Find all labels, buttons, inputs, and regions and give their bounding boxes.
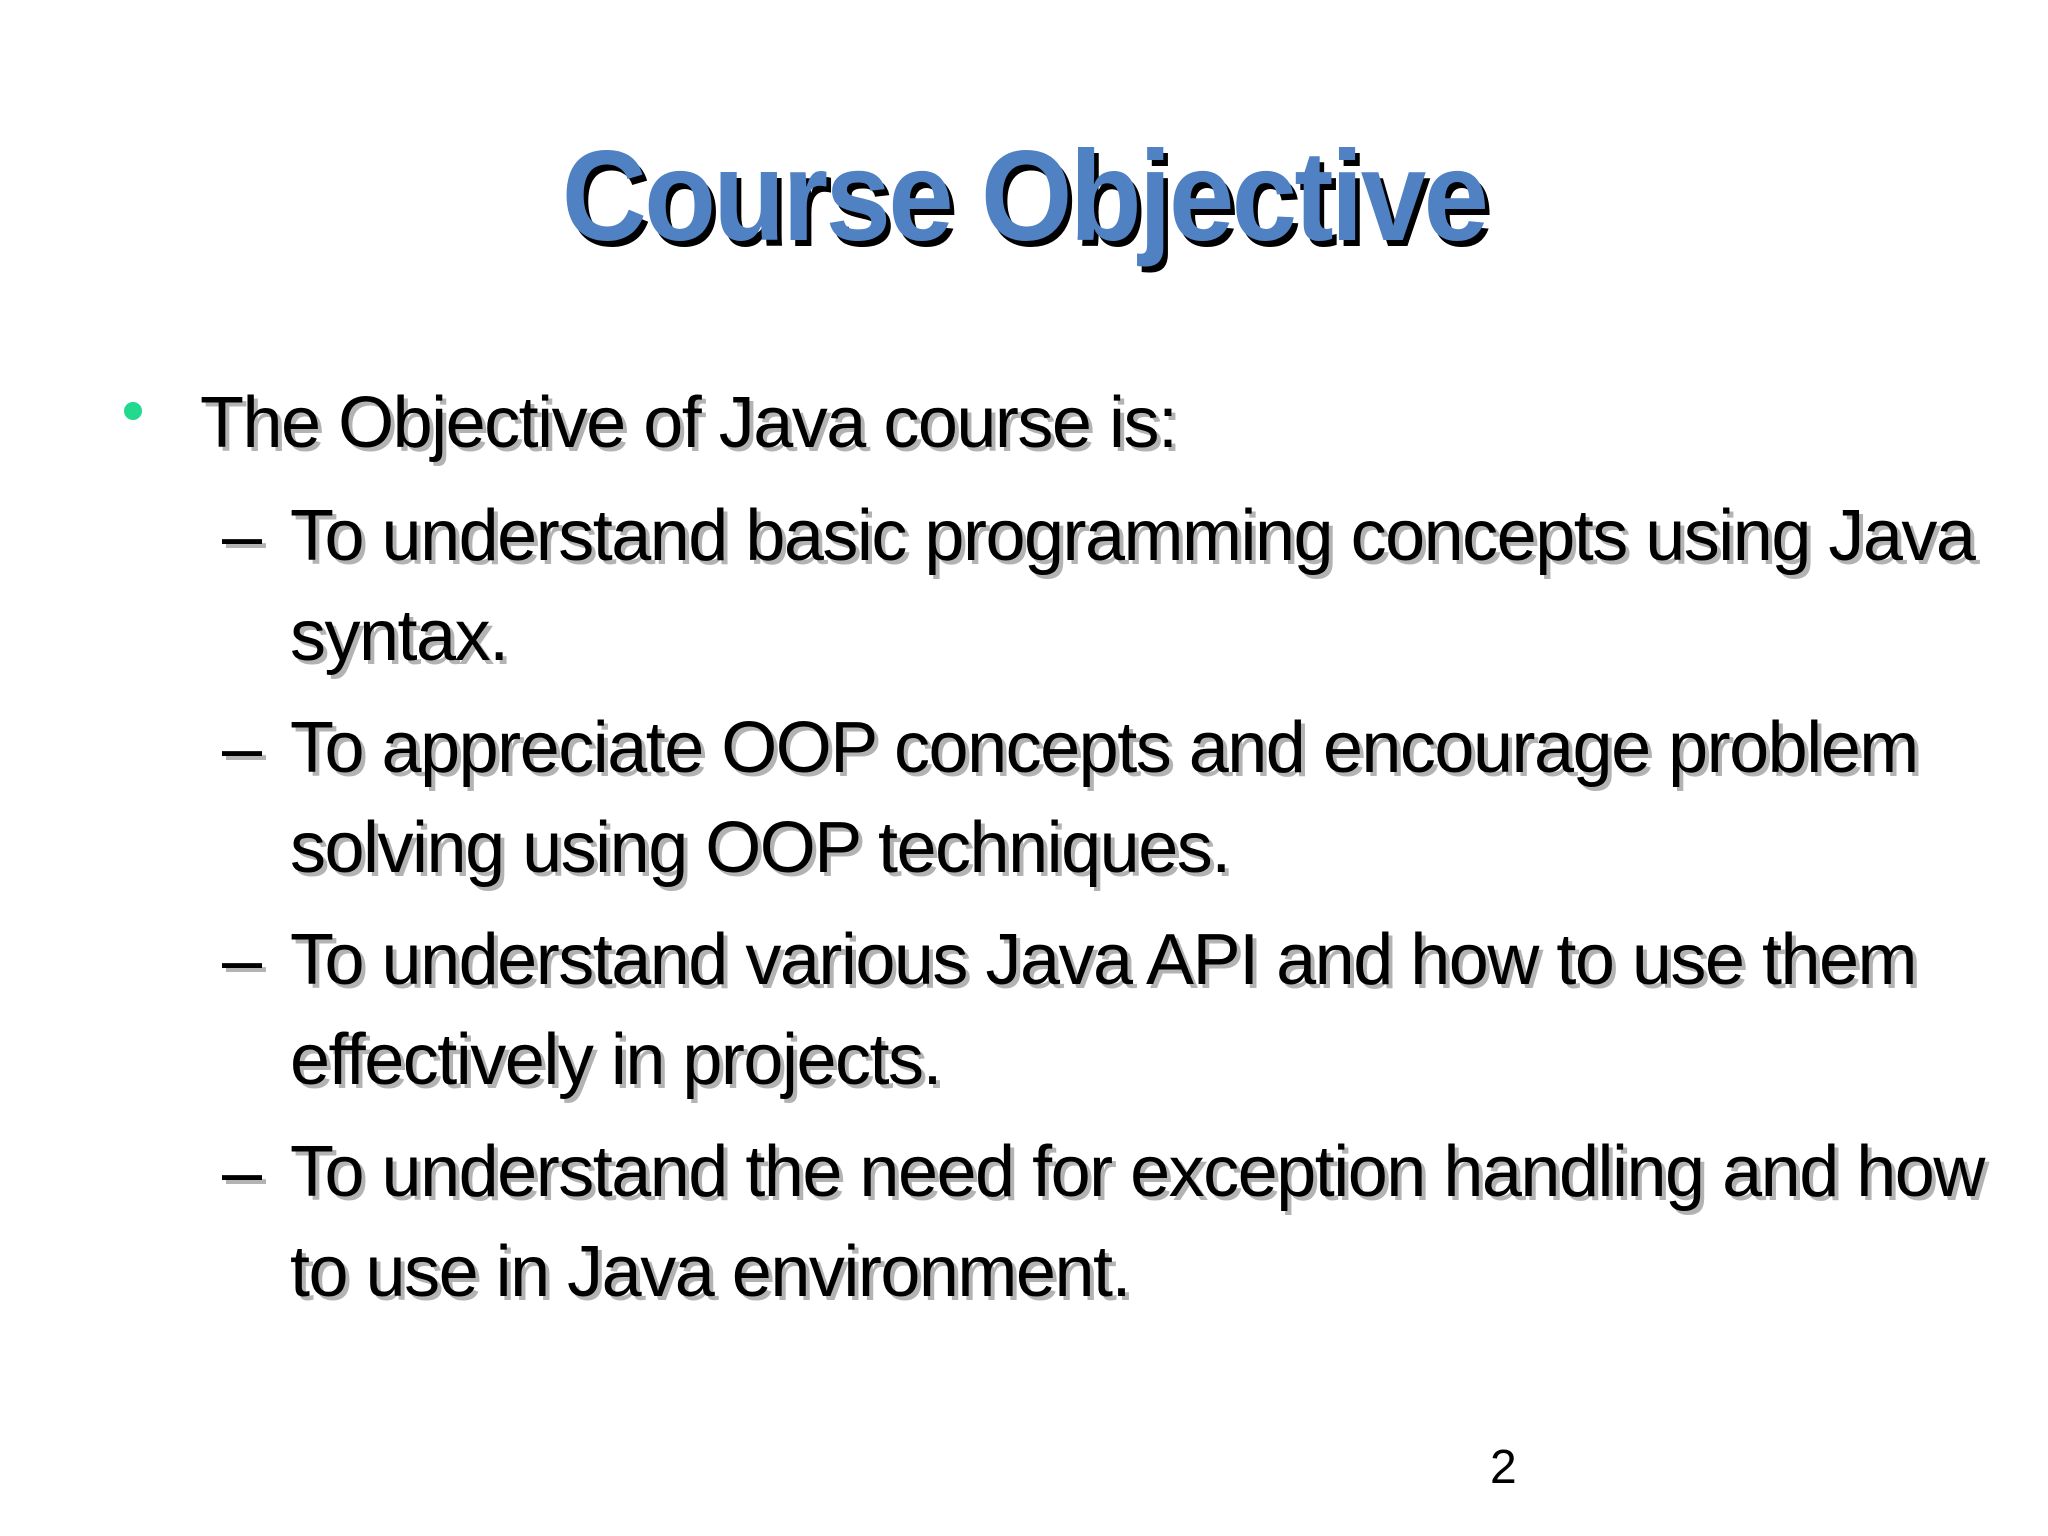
sub-bullet-1-line-1: To understand basic programming concepts using Java [290,496,1975,576]
page-number: 2 [1490,1441,1517,1494]
slide-title: Course Objective [561,125,1487,268]
main-bullet-text: The Objective of Java course is: [200,383,1177,463]
sub-bullet-4-line-1: To understand the need for exception handling and how [290,1132,1984,1212]
sub-bullet-dash: – [222,708,263,788]
sub-bullet-2-line-2: solving using OOP techniques. [290,808,1230,888]
sub-bullet-dash: – [222,496,263,576]
sub-bullet-3-line-2: effectively in projects. [290,1020,941,1100]
sub-bullet-4-line-2: to use in Java environment. [290,1232,1130,1312]
sub-bullet-3-line-1: To understand various Java API and how to use them [290,920,1917,1000]
bullet-dot-icon [124,402,142,420]
sub-bullet-1-line-2: syntax. [290,596,508,676]
sub-bullet-2-line-1: To appreciate OOP concepts and encourage problem [290,708,1918,788]
sub-bullet-dash: – [222,1132,263,1212]
sub-bullet-dash: – [222,920,263,1000]
